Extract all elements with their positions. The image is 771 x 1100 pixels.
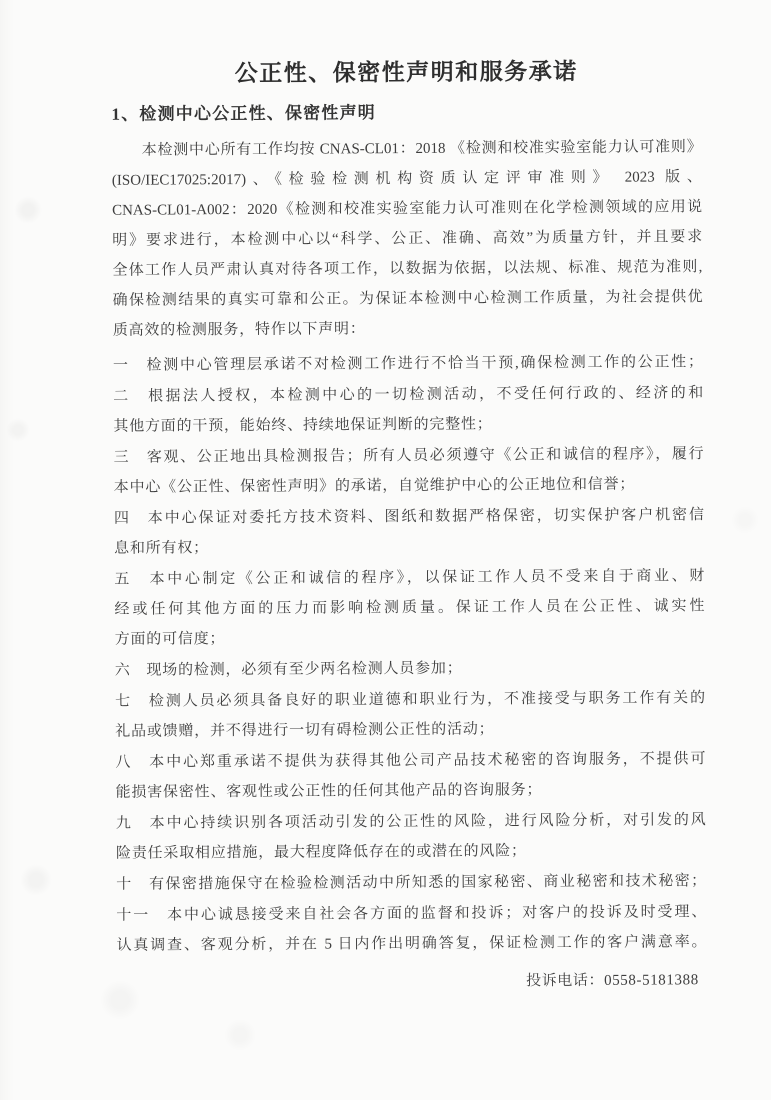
text-line: 二 根据法人授权，本检测中心的一切检测活动，不受任何行政的、经济的和 xyxy=(113,385,704,405)
text-line: 其他方面的干预，能始终、持续地保证判断的完整性； xyxy=(113,416,493,435)
body-text xyxy=(112,132,707,961)
text-line: 四 本中心保证对委托方技术资料、图纸和数据严格保密，切实保护客户机密信 xyxy=(113,507,704,527)
text-line: 九 本中心持续识别各项活动引发的公正性的风险，进行风险分析，对引发的风 xyxy=(115,812,706,832)
text-line: (ISO/IEC17025:2017)、《检验检测机构资质认定评审准则》 2023 版、 xyxy=(111,169,702,189)
text-line: 五 本中心制定《公正和诚信的程序》，以保证工作人员不受来自于商业、财 xyxy=(114,568,705,588)
text-line: 明》要求进行，本检测中心以“科学、公正、准确、高效”为质量方针，并且要求 xyxy=(112,229,703,249)
text-line: 险责任采取相应措施，最大程度降低存在的或潜在的风险； xyxy=(115,843,527,862)
text-line: CNAS-CL01-A002：2020《检测和校准实验室能力认可准则在化学检测领域的应用说 xyxy=(112,199,703,219)
section-heading: 1、检测中心公正性、保密性声明 xyxy=(111,103,377,124)
text-line: 能损害保密性、客观性或公正性的任何其他产品的咨询服务； xyxy=(115,782,543,801)
text-line: 全体工作人员严肃认真对待各项工作，以数据为依据，以法规、标准、规范为准则, xyxy=(112,259,703,279)
text-line: 八 本中心郑重承诺不提供为获得其他公司产品技术秘密的咨询服务，不提供可 xyxy=(115,751,706,771)
text-line: 确保检测结果的真实可靠和公正。为保证本检测中心检测工作质量，为社会提供优 xyxy=(112,289,703,309)
text-line: 认真调查、客观分析，并在 5 日内作出明确答复，保证检测工作的客户满意率。 xyxy=(116,934,707,954)
text-line: 本中心《公正性、保密性声明》的承诺，自觉维护中心的公正地位和信誉； xyxy=(113,476,636,496)
text-line: 七 检测人员必须具备良好的职业道德和职业行为，不准接受与职务工作有关的 xyxy=(115,690,706,710)
text-line: 息和所有权； xyxy=(114,540,209,557)
text-line: 本检测中心所有工作均按 CNAS-CL01：2018 《检测和校准实验室能力认可准则》 xyxy=(141,139,702,159)
text-line: 一 检测中心管理层承诺不对检测工作进行不恰当干预,确保检测工作的公正性； xyxy=(112,354,704,374)
text-line: 六 现场的检测，必须有至少两名检测人员参加； xyxy=(114,660,463,679)
text-line: 质高效的检测服务，特作以下声明： xyxy=(112,321,366,339)
complaint-phone-line: 投诉电话：0558-5181388 xyxy=(526,972,699,990)
document-title: 公正性、保密性声明和服务承诺 xyxy=(234,58,578,87)
text-line: 十 有保密措施保守在检验检测活动中所知悉的国家秘密、商业秘密和技术秘密； xyxy=(116,873,707,893)
text-line: 十一 本中心诚恳接受来自社会各方面的监督和投诉；对客户的投诉及时受理、 xyxy=(116,904,707,924)
document-content xyxy=(111,54,707,999)
text-line: 礼品或馈赠，并不得进行一切有碍检测公正性的活动； xyxy=(115,721,495,740)
text-line: 方面的可信度； xyxy=(114,631,226,648)
text-line: 三 客观、公正地出具检测报告；所有人员必须遵守《公正和诚信的程序》，履行 xyxy=(113,446,704,466)
text-line: 经或任何其他方面的压力而影响检测质量。保证工作人员在公正性、诚实性 xyxy=(114,598,705,618)
